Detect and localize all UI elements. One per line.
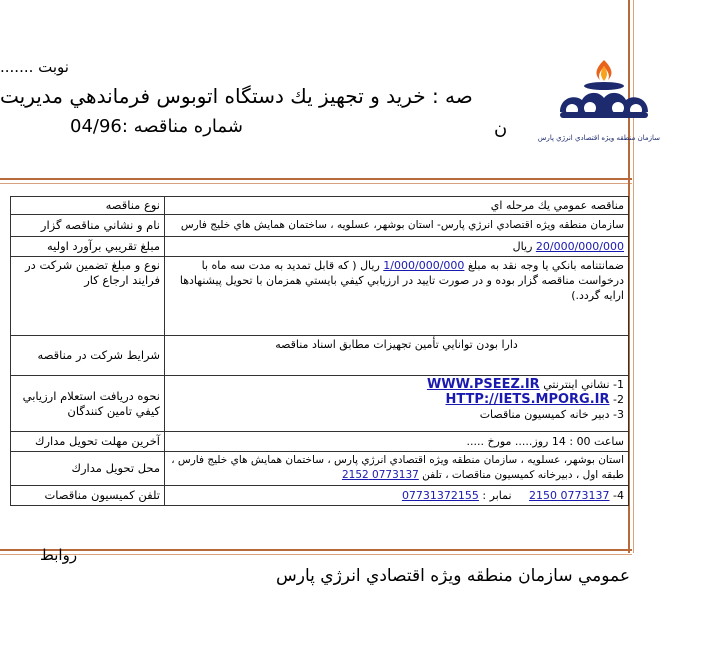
delivery-value xyxy=(165,452,629,486)
guarantee-label: نوع و مبلغ تضمين شركت در فرايند ارجاع كار xyxy=(11,257,165,336)
tender-info-table xyxy=(10,196,629,506)
table-row xyxy=(11,452,629,486)
guarantee-amount: 1/000/000/000 xyxy=(383,259,465,272)
fax-label: نمابر : xyxy=(482,489,512,502)
inquiry-item-1-prefix: 1- نشاني اينترنتي xyxy=(543,378,624,391)
estimate-value xyxy=(165,237,629,257)
estimate-unit: ريال xyxy=(512,240,533,253)
estimate-label: مبلغ تقريبي برآورد اوليه xyxy=(11,237,165,257)
estimate-amount: 20/000/000/000 xyxy=(535,240,624,253)
inquiry-label: نحوه دريافت استعلام ارزيابي كيفي تامين كنندگان xyxy=(11,376,165,432)
tender-type-label: نوع مناقصه xyxy=(11,197,165,215)
table-row xyxy=(11,486,629,506)
logo-caption: سازمان منطقه ويژه اقتصادي انرژي پارس xyxy=(537,134,660,142)
frame-line-bottom xyxy=(0,549,632,551)
phone-value xyxy=(165,486,629,506)
organization-logo xyxy=(548,54,660,134)
phone-label: تلفن كميسيون مناقصات xyxy=(11,486,165,506)
delivery-address: استان بوشهر، عسلويه ، سازمان منطقه ويژه اقتصادي انرژي پارس ، ساختمان همايش هاي خليج فارس ، طبقه اول ، دبيرخانه كميسيون مناقصات ، تلفن xyxy=(171,454,624,481)
conditions-value: دارا بودن توانايي تأمين تجهيزات مطابق اسناد مناقصه xyxy=(165,336,629,376)
delivery-phone: 0773137 2152 xyxy=(341,469,419,481)
organization-footer: عمومي سازمان منطقه ويژه اقتصادي انرژي پارس xyxy=(276,566,630,586)
tender-number: شماره مناقصه :04/96 xyxy=(70,116,243,137)
organizer-value: سازمان منطقه ويژه اقتصادي انرژي پارس- استان بوشهر، عسلويه ، ساختمان همايش هاي خليج فارس xyxy=(165,215,629,237)
tender-type-value: مناقصه عمومي يك مرحله اي xyxy=(165,197,629,215)
table-row xyxy=(11,432,629,452)
delivery-label: محل تحويل مدارك xyxy=(11,452,165,486)
iets-link[interactable]: HTTP://IETS.MPORG.IR xyxy=(445,392,610,407)
inquiry-item-1 xyxy=(169,377,624,392)
tender-title-tail: ن xyxy=(494,118,508,139)
table-row xyxy=(11,336,629,376)
public-relations-label: روابط xyxy=(40,546,78,564)
conditions-label: شرايط شركت در مناقصه xyxy=(11,336,165,376)
frame-line-top xyxy=(0,178,632,180)
guarantee-value xyxy=(165,257,629,336)
pseez-link[interactable]: WWW.PSEEZ.IR xyxy=(426,377,540,392)
organizer-label: نام و نشاني مناقصه گزار xyxy=(11,215,165,237)
phone-prefix: 4- xyxy=(613,489,624,502)
tender-title: صه : خريد و تجهيز يك دستگاه اتوبوس فرماندهي مديريت xyxy=(0,84,473,108)
inquiry-item-2-prefix: 2- xyxy=(613,393,624,406)
table-row xyxy=(11,376,629,432)
inquiry-item-2 xyxy=(169,392,624,407)
table-row xyxy=(11,197,629,215)
table-row xyxy=(11,215,629,237)
deadline-value: ساعت 00 : 14 روز..... مورخ ..... xyxy=(165,432,629,452)
table-row xyxy=(11,237,629,257)
guarantee-prefix: ضمانتنامه بانكي يا وجه نقد به مبلغ xyxy=(467,259,624,272)
inquiry-value xyxy=(165,376,629,432)
commission-fax: 07731372155 xyxy=(401,489,479,502)
deadline-label: آخرين مهلت تحويل مدارك xyxy=(11,432,165,452)
commission-phone: 0773137 2150 xyxy=(529,489,610,502)
guarantee-rest: ريال ( كه قابل تمديد به مدت سه ماه با درخواست مناقصه گزار بوده و در صورت تاييد در ارزيابي كيفي بايستي همزمان با تحويل پيشنهادها ارايه گردد.) xyxy=(179,259,624,302)
table-row xyxy=(11,257,629,336)
issue-number: نوبت ....... xyxy=(0,58,69,76)
inquiry-item-3: 3- دبير خانه كميسيون مناقصات xyxy=(479,408,624,421)
frame-line-bottom-inner xyxy=(0,554,632,555)
frame-line-top-inner xyxy=(0,183,632,184)
